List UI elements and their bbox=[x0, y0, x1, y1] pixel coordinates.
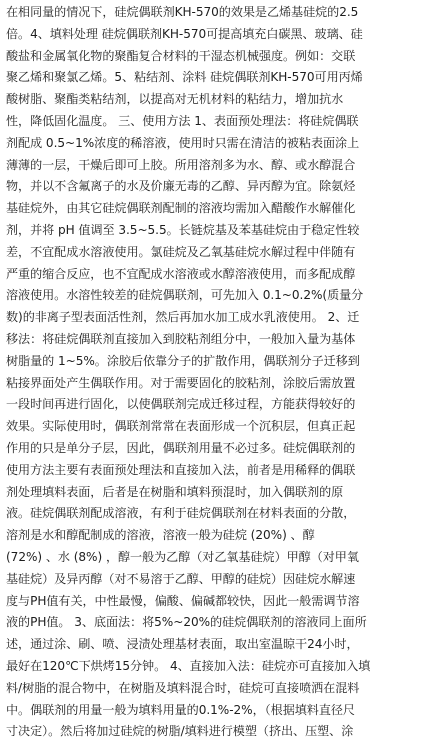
text-line: 寸决定）。然后将加过硅烷的树脂/填料进行模塑（挤出、压塑、涂 bbox=[6, 724, 354, 739]
text-line: 在相同量的情况下，硅烷偶联剂KH-570的效果是乙烯基硅烷的2.5 bbox=[6, 5, 359, 19]
text-line: 液的PH值。 3、底面法：将5%~20%的硅烷偶联剂的溶液同上面所 bbox=[6, 615, 367, 630]
text-line: 作用的只是单分子层，因此，偶联剂用量不必过多。硅烷偶联剂的 bbox=[6, 440, 356, 455]
text-line: 基硅烷）及异丙醇（对不易溶于乙醇、甲醇的硅烷）因硅烷水解速 bbox=[6, 571, 356, 586]
text-line: 移法：将硅烷偶联剂直接加入到胶粘剂组分中，一般加入量为基体 bbox=[6, 331, 356, 346]
text-line: 基硅烷外，由其它硅烷偶联剂配制的溶液均需加入醋酸作水解催化 bbox=[6, 201, 356, 216]
text-line: 粘接界面处产生偶联作用。对于需要固化的胶粘剂，涂胶后需放置 bbox=[6, 375, 356, 390]
document-page bbox=[0, 2, 436, 739]
text-line: 溶剂是水和醇配制成的溶液，溶液一般为硅烷 (20%) 、醇 bbox=[6, 528, 315, 543]
text-line: 述，通过涂、刷、喷、浸渍处理基材表面，取出室温晾干24小时， bbox=[6, 637, 359, 652]
text-line: 薄薄的一层，干燥后即可上胶。所用溶剂多为水、醇、或水醇混合 bbox=[6, 157, 356, 172]
text-line: 剂，并将 pH 值调至 3.5~5.5。长链烷基及苯基硅烷由于稳定性较 bbox=[6, 222, 360, 237]
text-line: 倍。4、填料处理 硅烷偶联剂KH-570可提高填充白碳黑、玻璃、硅 bbox=[6, 26, 363, 41]
text-line: 液。硅烷偶联剂配成溶液，有利于硅烷偶联剂在材料表面的分散， bbox=[6, 506, 356, 521]
text-line: 最好在120℃下烘烤15分钟。 4、直接加入法：硅烷亦可直接加入填 bbox=[6, 658, 371, 673]
text-line: 度与PH值有关，中性最慢，偏酸、偏碱都较快，因此一般需调节溶 bbox=[6, 593, 360, 608]
text-line: 酸树脂、聚酯类粘结剂，以提高对无机材料的粘结力，增加抗水 bbox=[6, 92, 344, 107]
text-line: 差，不宜配成水溶液使用。氯硅烷及乙氧基硅烷水解过程中伴随有 bbox=[6, 244, 356, 259]
text-line: 剂处理填料表面，后者是在树脂和填料预混时，加入偶联剂的原 bbox=[6, 484, 344, 499]
text-line: 性，降低固化温度。 三、使用方法 1、表面预处理法：将硅烷偶联 bbox=[6, 113, 359, 128]
text-line: 中。偶联剂的用量一般为填料用量的0.1%-2%，（根据填料直径尺 bbox=[6, 702, 355, 717]
text-line: 树脂量的 1~5%。涂胶后依靠分子的扩散作用，偶联剂分子迁移到 bbox=[6, 353, 360, 368]
text-line: 聚乙烯和聚氯乙烯。5、粘结剂、涂料 硅烷偶联剂KH-570可用丙烯 bbox=[6, 70, 363, 85]
text-line: 物，并以不含氟离子的水及价廉无毒的乙醇、异丙醇为宜。除氨烃 bbox=[6, 179, 356, 194]
text-line: 料/树脂的混合物中，在树脂及填料混合时，硅烷可直接喷洒在混料 bbox=[6, 680, 360, 695]
text-line: 严重的缩合反应，也不宜配成水溶液或水醇溶液使用，而多配成醇 bbox=[6, 266, 356, 281]
text-line: (72%) 、水 (8%) ，醇一般为乙醇（对乙氧基硅烷）甲醇（对甲氧 bbox=[6, 549, 359, 564]
text-line: 一段时间再进行固化，以使偶联剂完成迁移过程，方能获得较好的 bbox=[6, 397, 356, 412]
text-line: 溶液使用。水溶性较差的硅烷偶联剂，可先加入 0.1~0.2%(质量分 bbox=[6, 288, 364, 303]
text-line: 酸盐和金属氧化物的聚酯复合材料的干湿态机械强度。例如：交联 bbox=[6, 48, 356, 63]
text-line: 效果。实际使用时，偶联剂常常在表面形成一个沉积层，但真正起 bbox=[6, 419, 356, 434]
text-line: 数)的非离子型表面活性剂，然后再加水加工成水乳液使用。 2、迁 bbox=[6, 310, 360, 325]
text-line: 使用方法主要有表面预处理法和直接加入法，前者是用稀释的偶联 bbox=[6, 462, 356, 477]
text-line: 剂配成 0.5~1%浓度的稀溶液，使用时只需在清洁的被粘表面涂上 bbox=[6, 135, 360, 150]
